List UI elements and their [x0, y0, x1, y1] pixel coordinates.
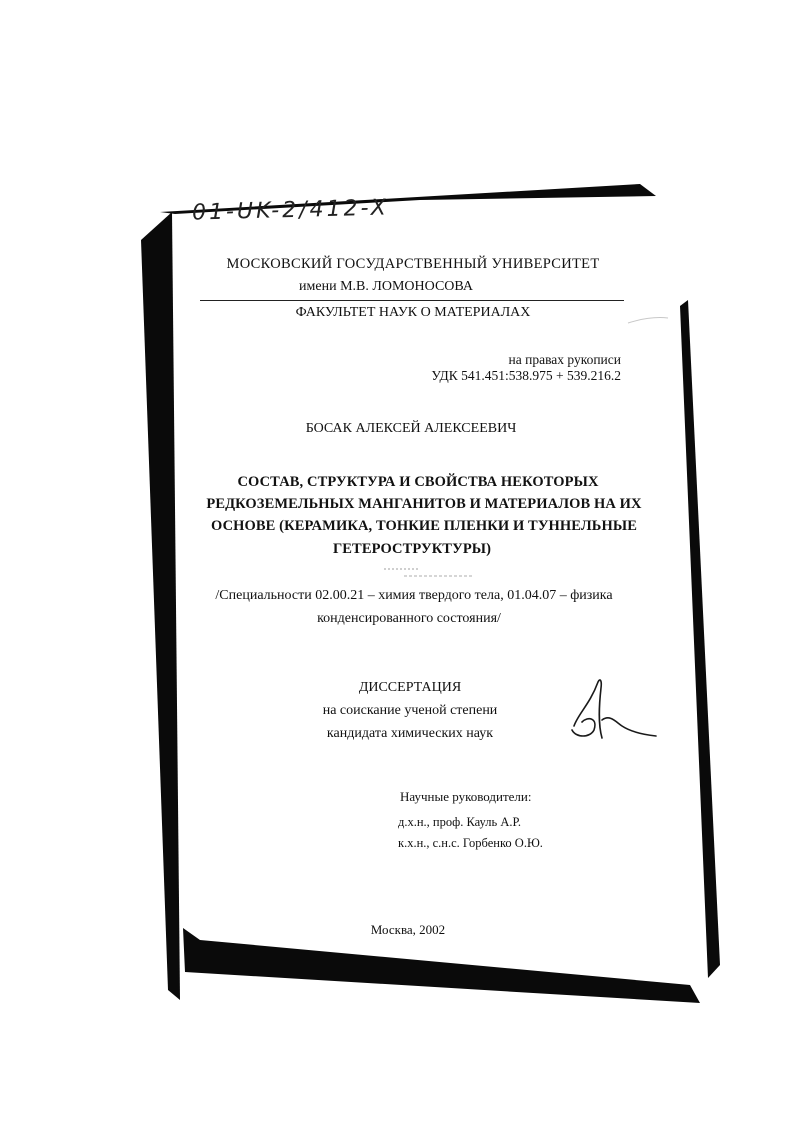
archive-number-handwritten: 01-UK-2/412-X	[191, 195, 390, 226]
specialty-line: конденсированного состояния/	[317, 611, 501, 626]
bottom-edge-shadow	[183, 928, 700, 1003]
thesis-title-line: ГЕТЕРОСТРУКТУРЫ)	[332, 541, 492, 557]
city-year: Москва, 2002	[370, 922, 446, 937]
right-edge-shadow	[680, 300, 720, 978]
university-named-after: имени М.В. ЛОМОНОСОВА	[299, 279, 473, 294]
advisor-entry: д.х.н., проф. Кауль А.Р.	[398, 815, 521, 829]
handwritten-signature	[568, 676, 663, 751]
author-name: БОСАК АЛЕКСЕЙ АЛЕКСЕЕВИЧ	[305, 421, 517, 436]
header-divider	[200, 300, 624, 301]
manuscript-rights: на правах рукописи	[508, 352, 621, 367]
udk-code: УДК 541.451:538.975 + 539.216.2	[431, 368, 621, 383]
paper-crease	[628, 318, 668, 323]
degree-line: кандидата химических наук	[326, 726, 494, 741]
specialty-line: /Специальности 02.00.21 – химия твердого тела, 01.04.07 – физика	[215, 588, 613, 603]
advisor-entry: к.х.н., с.н.с. Горбенко О.Ю.	[398, 836, 543, 850]
advisors-heading: Научные руководители:	[400, 789, 532, 804]
dissertation-heading: ДИССЕРТАЦИЯ	[358, 680, 462, 695]
left-edge-shadow	[141, 212, 180, 1000]
degree-line: на соискание ученой степени	[322, 703, 498, 718]
thesis-title-line: РЕДКОЗЕМЕЛЬНЫХ МАНГАНИТОВ И МАТЕРИАЛОВ НА ИХ	[206, 496, 642, 512]
university-name: МОСКОВСКИЙ ГОСУДАРСТВЕННЫЙ УНИВЕРСИТЕТ	[226, 256, 600, 272]
faint-stamp-mark	[376, 566, 476, 580]
thesis-title-line: ОСНОВЕ (КЕРАМИКА, ТОНКИЕ ПЛЕНКИ И ТУННЕЛЬНЫЕ	[211, 518, 637, 534]
faculty-name: ФАКУЛЬТЕТ НАУК О МАТЕРИАЛАХ	[295, 305, 531, 320]
thesis-title-line: СОСТАВ, СТРУКТУРА И СВОЙСТВА НЕКОТОРЫХ	[237, 474, 599, 490]
